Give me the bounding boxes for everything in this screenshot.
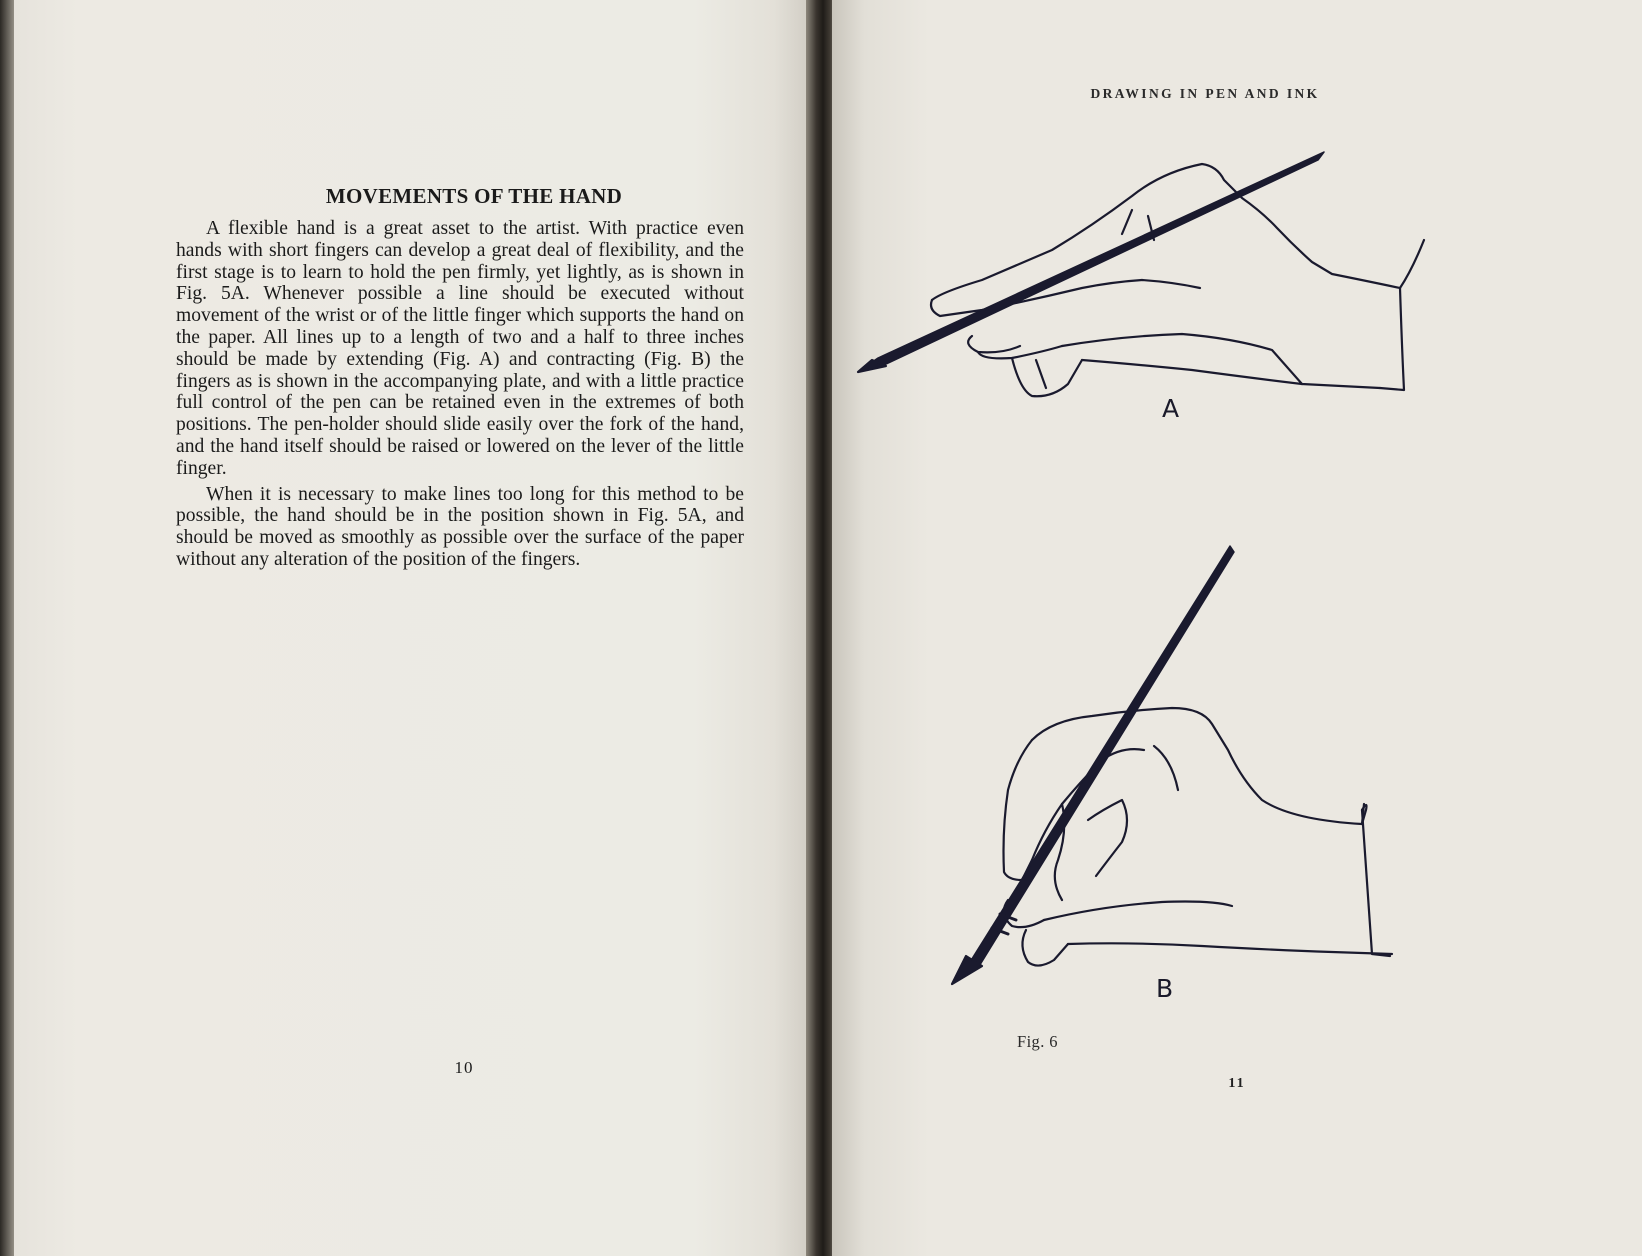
- body-text: [176, 218, 744, 575]
- running-head: DRAWING IN PEN AND INK: [1090, 86, 1320, 101]
- figure-label-b: B: [1156, 974, 1174, 1003]
- figure-caption: Fig. 6: [1017, 1032, 1058, 1051]
- figure-label-a: A: [1162, 394, 1180, 423]
- page-number-right: 11: [1228, 1076, 1246, 1091]
- page-number-left: 10: [454, 1058, 474, 1077]
- paragraph-2: When it is necessary to make lines too long for this method to be possible, the hand should be in the position shown in Fig. 5A, and should be moved as smoothly as possible over the surface of the paper without any alteration of the position of the fingers.: [176, 483, 744, 570]
- chapter-heading: MOVEMENTS OF THE HAND: [325, 184, 623, 208]
- right-page: [832, 0, 1642, 1256]
- hand-drawing-a: [858, 152, 1424, 396]
- hand-illustrations: [832, 0, 1642, 1256]
- hand-drawing-b: [952, 546, 1392, 984]
- left-page: [14, 0, 814, 1256]
- paragraph-1: A flexible hand is a great asset to the artist. With practice even hands with short fingers can develop a great deal of flexibility, and the first stage is to learn to hold the pen firmly, yet lightly, as is shown in Fig. 5A. Whenever possible a line should be executed without movement of the wrist or of the little finger which supports the hand on the paper. All lines up to a length of two and a half to three inches should be made by extending (Fig. A) and contracting (Fig. B) the fingers as is shown in the accompanying plate, and with a little practice full control of the pen can be retained even in the extremes of both positions. The pen-holder should slide easily over the fork of the hand, and the hand itself should be raised or lowered on the lever of the little finger.: [176, 218, 744, 479]
